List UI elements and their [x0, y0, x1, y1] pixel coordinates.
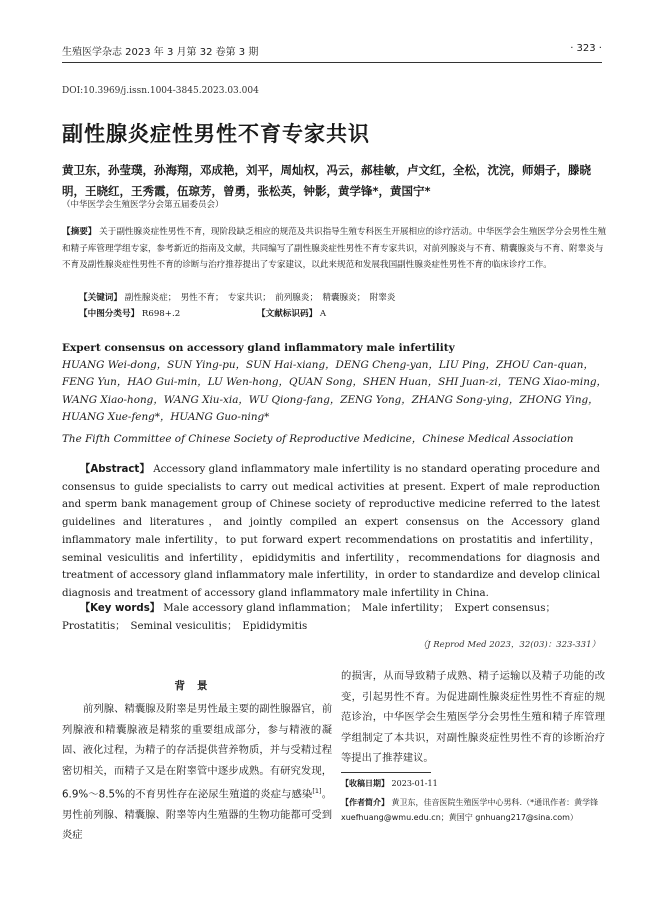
page-number: · 323 · — [570, 43, 602, 54]
abstract-en — [62, 461, 600, 603]
en-authors: HUANG Wei-dong，SUN Ying-pu，SUN Hai-xiang，DENG Cheng-yan，LIU Ping，ZHOU Can-quan，FENG Yun，HAO Gui-min，LU Wen-hong，QUAN Song，SHEN Huan，SHI Juan-zi，TENG Xiao-ming，WANG Xiao-hong，WANG Xiu-xia，WU Qiong-fang，ZENG Yong，ZHANG Song-ying，ZHONG Ying，HUANG Xue-feng*，HUANG Guo-ning* — [62, 359, 607, 424]
keywords-en — [62, 600, 600, 635]
doc-code-value: A — [319, 309, 327, 319]
abstract-cn-text: 关于副性腺炎症性男性不育，现阶段缺乏相应的规范及共识指导生殖专科医生开展相应的诊疗活动。中华医学会生殖医学分会男性生殖和精子库管理学组专家，参考新近的指南及文献，共同编写了副性腺炎症性男性不育专家共识，对前列腺炎与不育、精囊腺炎与不育、附睾炎与不育及副性腺炎症性男性不育的诊断与治疗推荐提出了专家建议，以此来规范和发展我国副性腺炎症性男性不育的临床诊疗工作。 — [62, 227, 607, 271]
footnote-rule — [341, 772, 431, 773]
section-heading: 背景 — [174, 680, 220, 692]
author-info-label: 【作者简介】 — [341, 798, 389, 807]
authors-cn: 黄卫东，孙莹璞，孙海翔，邓成艳，刘平，周灿权，冯云，郝桂敏，卢文红，全松，沈浣，师娟子，滕晓明，王晓红，王秀霞，伍琼芳，曾勇，张松英，钟影，黄学锋*，黄国宁* — [62, 163, 591, 198]
keywords-cn-label: 【关键词】 — [79, 293, 122, 303]
received-date — [341, 778, 438, 789]
journal-name: 生殖医学杂志 2023 年 3 月第 32 卷第 3 期 — [62, 47, 259, 58]
clc — [79, 307, 180, 319]
author-info-text: 黄卫东，佳音医院生殖医学中心男科.（*通讯作者：黄学锋 xuefhuang@wmu.edu.cn；黄国宁 gnhuang217@sina.com） — [341, 798, 599, 822]
abstract-en-text: Accessory gland inflammatory male infertility is no standard operating procedure and consensus to guide specialists to carry out medical activities at present. Expert of male reproduction and sperm bank management group of Chinese society of reproductive medicine referred to the latest guidelines and literatures，and jointly compiled an expert consensus on the Accessory gland inflammatory male infertility，to put forward expert recommendations on prostatitis and infertility，seminal vesiculitis and infertility，epididymitis and infertility，recommendations for diagnosis and treatment of accessory gland inflammatory male infertility，in order to standardize and develop clinical diagnosis and treatment of accessory gland inflammatory male infertility in China. — [62, 464, 601, 599]
body-left-text: 前列腺、精囊腺及附睾是男性最主要的副性腺器官，前列腺液和精囊腺液是精浆的重要组成部分，参与精液的凝固、液化过程，为精子的存活提供营养物质，并与受精过程密切相关，而精子又是在附睾管中逐步成熟。有研究发现，6.9%～8.5%的不育男性存在泌尿生殖道的炎症与感染 — [62, 703, 332, 801]
abstract-en-label: 【Abstract】 — [80, 464, 150, 475]
keywords-en-label: 【Key words】 — [80, 603, 160, 614]
doc-code-label: 【文献标识码】 — [257, 309, 318, 319]
keywords-cn — [79, 291, 395, 303]
en-affiliation: The Fifth Committee of Chinese Society of Reproductive Medicine，Chinese Medical Association — [62, 433, 574, 445]
body-left-text-cont: 。男性前列腺、精囊腺、附睾等内生殖器的生物功能都可受到炎症 — [62, 788, 333, 842]
en-title: Expert consensus on accessory gland inflammatory male infertility — [62, 342, 455, 354]
received-value: 2023-01-11 — [391, 779, 438, 788]
clc-label: 【中图分类号】 — [79, 309, 140, 319]
doc-code — [257, 307, 326, 319]
doi: DOI:10.3969/j.issn.1004-3845.2023.03.004 — [62, 86, 259, 96]
page-title: 副性腺炎症性男性不育专家共识 — [62, 122, 370, 146]
reference-marker: [1] — [312, 787, 322, 795]
classification-line — [79, 307, 379, 321]
received-label: 【收稿日期】 — [341, 779, 389, 788]
clc-value: R698+.2 — [141, 309, 181, 319]
abstract-cn — [62, 224, 607, 274]
author-info — [341, 795, 605, 825]
affiliation-cn: （中华医学会生殖医学分会第五届委员会） — [62, 200, 224, 210]
keywords-en-text: Male accessory gland inflammation； Male infertility； Expert consensus； Prostatitis； Seminal vesiculitis； Epididymitis — [62, 603, 561, 632]
body-text-left — [62, 699, 332, 846]
header-rule — [62, 62, 602, 63]
abstract-cn-label: 【摘要】 — [62, 227, 97, 237]
running-header — [62, 43, 602, 61]
body-text-right: 的损害，从而导致精子成熟、精子运输以及精子功能的改变，引起男性不育。为促进副性腺炎症性男性不育症的规范诊治，中华医学会生殖医学分会男性生殖和精子库管理学组制定了本共识，对副性腺炎症性男性不育的诊断治疗等提出了推荐建议。 — [341, 670, 605, 764]
citation: （J Reprod Med 2023，32(03)：323-331） — [418, 640, 600, 650]
keywords-cn-text: 副性腺炎症； 男性不育； 专家共识； 前列腺炎； 精囊腺炎； 附睾炎 — [124, 293, 396, 303]
